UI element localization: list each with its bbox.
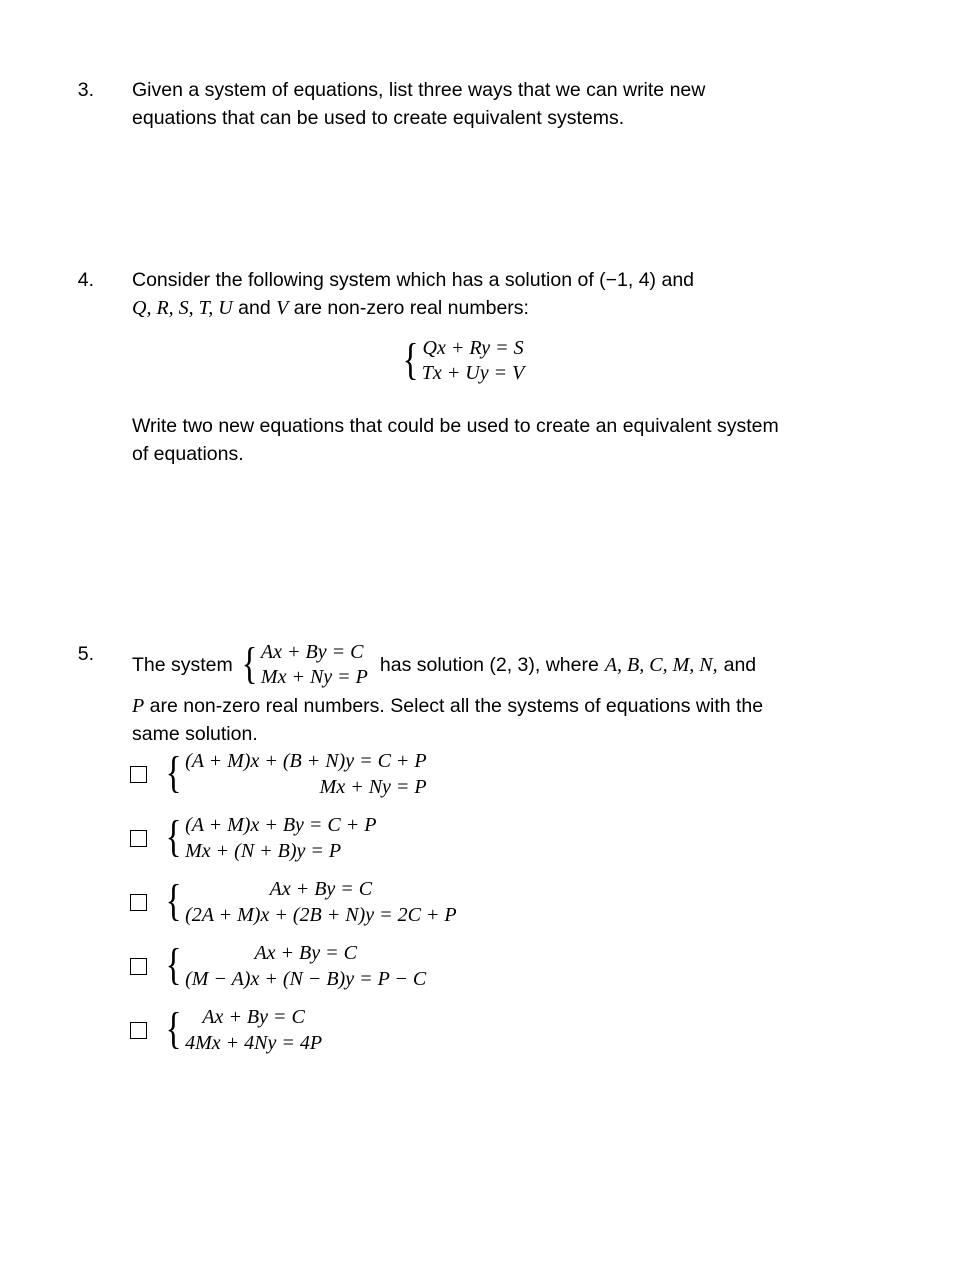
checkbox-option-1[interactable] xyxy=(130,766,147,783)
question-3-number: 3. xyxy=(77,79,94,101)
option-3-equation-1: Ax + By = C xyxy=(269,878,373,900)
system-equation-2: Mx + Ny = P xyxy=(260,666,368,688)
question-4 xyxy=(58,266,792,468)
option-5-equation-2: 4Mx + 4Ny = 4P xyxy=(185,1032,323,1054)
system-lines xyxy=(185,812,376,864)
option-3-system xyxy=(163,876,457,928)
option-1-equation-2: Mx + Ny = P xyxy=(319,776,427,798)
question-4-number: 4. xyxy=(77,269,94,291)
system-lines xyxy=(422,336,525,386)
left-brace-glyph: { xyxy=(165,876,182,925)
question-5 xyxy=(58,640,782,748)
question-5-and: and xyxy=(723,654,757,676)
option-4-system xyxy=(163,940,426,992)
system-equation-1: Ax + By = C xyxy=(260,641,364,663)
option-3-equation-2: (2A + M)x + (2B + N)y = 2C + P xyxy=(185,904,457,926)
left-brace-glyph: { xyxy=(241,639,258,688)
checkbox-option-3[interactable] xyxy=(130,894,147,911)
option-5-equation-1: Ax + By = C xyxy=(202,1006,305,1028)
question-4-prompt-line2 xyxy=(132,294,792,322)
option-1-system xyxy=(163,748,427,800)
system-equation-1: Qx + Ry = S xyxy=(422,337,524,359)
question-4-body xyxy=(132,266,792,468)
question-4-variables: Q, R, S, T, U xyxy=(132,297,233,319)
question-5-lead-line xyxy=(132,640,782,690)
question-5-mid: has solution (2, 3), where xyxy=(379,654,599,676)
option-1-equation-1: (A + M)x + (B + N)y = C + P xyxy=(185,750,427,772)
question-5-system xyxy=(239,640,368,690)
question-4-and: and xyxy=(232,297,277,319)
system-lines xyxy=(185,940,426,992)
option-4-equation-2: (M − A)x + (N − B)y = P − C xyxy=(185,968,427,990)
system-equation-2: Tx + Uy = V xyxy=(421,362,525,384)
system-lines xyxy=(185,748,427,800)
left-brace-glyph: { xyxy=(165,748,182,797)
question-5-body xyxy=(132,640,782,748)
option-row[interactable] xyxy=(130,940,457,992)
system-of-equations xyxy=(400,336,525,386)
system-lines xyxy=(261,640,368,690)
option-2-system xyxy=(163,812,376,864)
left-brace-glyph: { xyxy=(402,335,419,384)
question-3-text: Given a system of equations, list three ways that we can write new equations that can be used to create equivalent systems. xyxy=(132,79,706,129)
question-5-variables: A, B, C, M, N, xyxy=(604,654,718,676)
option-row[interactable] xyxy=(130,1004,457,1056)
left-brace-glyph: { xyxy=(165,812,182,861)
option-row[interactable] xyxy=(130,876,457,928)
option-5-system xyxy=(163,1004,322,1056)
checkbox-option-5[interactable] xyxy=(130,1022,147,1039)
option-4-equation-1: Ax + By = C xyxy=(254,942,357,964)
left-brace-glyph: { xyxy=(165,1004,182,1053)
question-4-system xyxy=(132,336,792,386)
option-2-equation-1: (A + M)x + By = C + P xyxy=(185,814,377,836)
question-5-number: 5. xyxy=(77,643,94,665)
checkbox-option-4[interactable] xyxy=(130,958,147,975)
option-2-equation-2: Mx + (N + B)y = P xyxy=(185,840,342,862)
checkbox-option-2[interactable] xyxy=(130,830,147,847)
system-lines xyxy=(185,1004,322,1056)
answer-options xyxy=(130,748,457,1068)
option-row[interactable] xyxy=(130,812,457,864)
left-brace-glyph: { xyxy=(165,940,182,989)
question-5-variable-p: P xyxy=(132,695,145,717)
question-4-instruction: Write two new equations that could be used to create an equivalent system of equations. xyxy=(132,415,779,465)
question-4-prompt-line1 xyxy=(132,266,792,294)
question-5-instruction xyxy=(132,692,782,748)
system-lines xyxy=(185,876,457,928)
option-row[interactable] xyxy=(130,748,457,800)
question-4-text-part3: are non-zero real numbers: xyxy=(288,297,529,319)
question-4-variable-v: V xyxy=(276,297,289,319)
question-5-lead: The system xyxy=(132,654,233,676)
question-3 xyxy=(58,76,792,132)
question-4-text-part1: Consider the following system which has a solution of (−1, 4) and xyxy=(132,269,695,291)
question-5-rest-text: are non-zero real numbers. Select all the systems of equations with the same solution. xyxy=(132,695,764,745)
